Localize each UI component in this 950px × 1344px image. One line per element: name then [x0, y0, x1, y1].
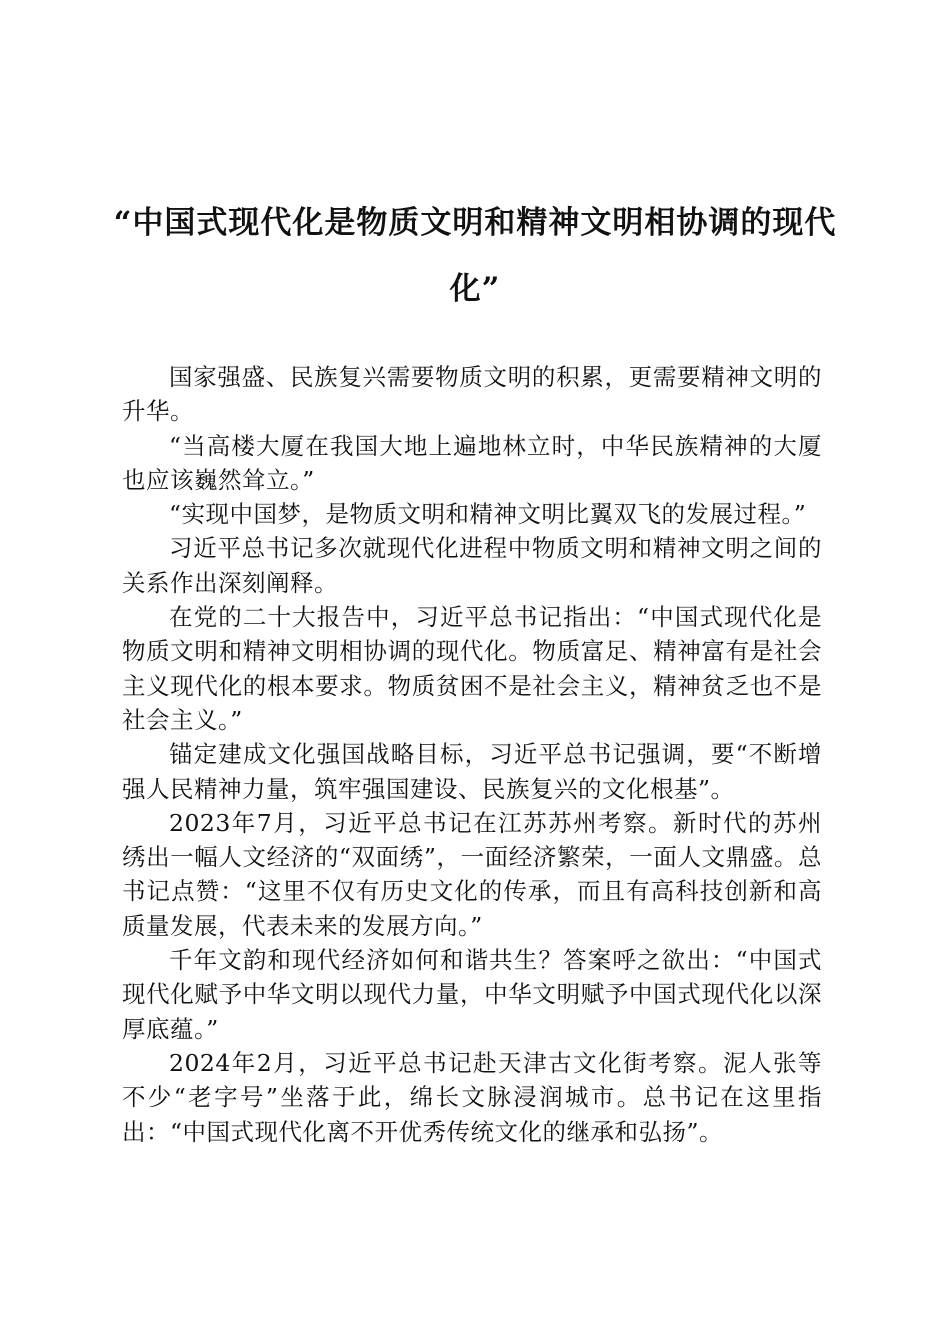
paragraph-1: 国家强盛、民族复兴需要物质文明的积累，更需要精神文明的升华。: [122, 363, 822, 426]
paragraph-2: “当高楼大厦在我国大地上遍地林立时，中华民族精神的大厦也应该巍然耸立。”: [122, 431, 822, 494]
paragraph-6: 锚定建成文化强国战略目标，习近平总书记强调，要“不断增强人民精神力量，筑牢强国建设、民族复兴的文化根基”。: [122, 740, 822, 803]
paragraph-5: 在党的二十大报告中，习近平总书记指出：“中国式现代化是物质文明和精神文明相协调的现代化。物质富足、精神富有是社会主义现代化的根本要求。物质贫困不是社会主义，精神贫乏也不是社会主义。”: [122, 603, 822, 734]
document-body: [122, 360, 822, 1149]
paragraph-4: 习近平总书记多次就现代化进程中物质文明和精神文明之间的关系作出深刻阐释。: [122, 534, 822, 597]
paragraph-9: 2024年2月，习近平总书记赴天津古文化街考察。泥人张等不少“老字号”坐落于此，绵长文脉浸润城市。总书记在这里指出：“中国式现代化离不开优秀传统文化的继承和弘扬”。: [122, 1048, 822, 1146]
paragraph-8: 千年文韵和现代经济如何和谐共生？答案呼之欲出：“中国式现代化赋予中华文明以现代力量，中华文明赋予中国式现代化以深厚底蕴。”: [122, 946, 822, 1043]
paragraph-3: “实现中国梦，是物质文明和精神文明比翼双飞的发展过程。”: [169, 500, 807, 529]
document-title: “中国式现代化是物质文明和精神文明相协调的现代化”: [113, 205, 837, 307]
paragraph-7: 2023年7月，习近平总书记在江苏苏州考察。新时代的苏州绣出一幅人文经济的“双面绣”，一面经济繁荣，一面人文鼎盛。总书记点赞：“这里不仅有历史文化的传承，而且有高科技创新和高质量发展，代表未来的发展方向。”: [122, 808, 822, 940]
